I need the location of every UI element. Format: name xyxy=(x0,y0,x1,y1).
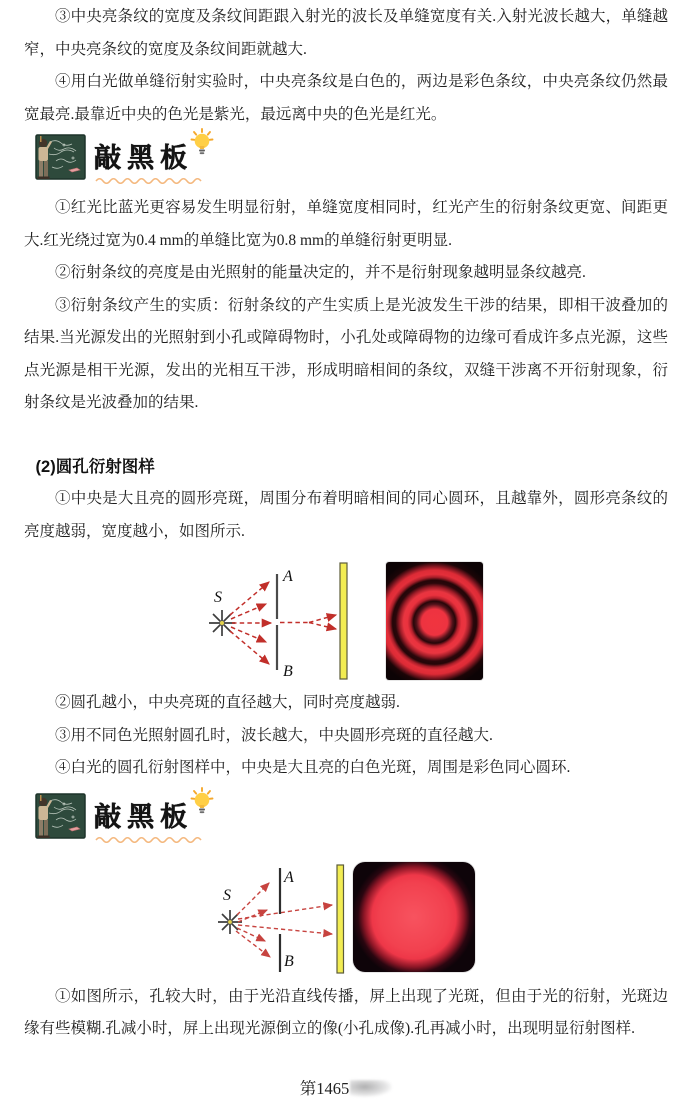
knock-blackboard-badge-2 xyxy=(28,793,668,850)
badge-title-block xyxy=(94,134,219,184)
diffraction-setup-1 xyxy=(209,558,367,684)
badge-title-text: 敲黑板 xyxy=(94,143,193,174)
wavy-underline xyxy=(94,835,204,843)
paragraph-circle-colors: ③用不同色光照射圆孔时，波长越大，中央圆形亮斑的直径越大. xyxy=(55,726,493,744)
badge-title-text: 敲黑板 xyxy=(94,801,193,833)
teacher-blackboard-icon xyxy=(28,134,86,186)
paragraph-circle-smaller: ②圆孔越小，中央亮斑的直径越大，同时亮度越弱. xyxy=(55,694,400,711)
slit-bottom-label: B xyxy=(283,952,294,970)
lightbulb-icon xyxy=(189,128,215,158)
paragraph-hole-size: ①如图所示，孔较大时，由于光沿直线传播，屏上出现了光斑，但由于光的衍射，光斑边缘有些模糊.孔减小时，屏上出现光源倒立的像(小孔成像).孔再减小时，出现明显衍射图样. xyxy=(24,987,668,1037)
paragraph-circle-white: ④白光的圆孔衍射图样中，中央是大且亮的白色光斑，周围是彩色同心圆环. xyxy=(55,759,571,776)
diagram-small-hole-diffraction xyxy=(24,555,668,687)
screen-strip xyxy=(340,563,347,679)
source-label: S xyxy=(222,886,231,904)
lightbulb-icon xyxy=(189,787,215,817)
source-label: S xyxy=(214,589,222,606)
page-number: 第1465 xyxy=(299,1079,350,1098)
ring-diffraction-photo xyxy=(386,562,483,680)
section-heading-circular-diffraction: (2)圆孔衍射图样 xyxy=(35,457,155,476)
badge-title-block xyxy=(94,793,219,843)
paragraph-note-red-blue: ①红光比蓝光更容易发生明显衍射，单缝宽度相同时，红光产生的衍射条纹更宽、间距更大.红光绕过宽为0.4 mm的单缝比宽为0.8 mm的单缝衍射更明显. xyxy=(24,199,668,249)
slit-top-label: A xyxy=(283,868,294,886)
screen-strip xyxy=(337,865,344,973)
paragraph-white-light: ④用白光做单缝衍射实验时，中央亮条纹是白色的，两边是彩色条纹，中央亮条纹仍然最宽最亮.最靠近中央的色光是紫光，最远离中央的色光是红光。 xyxy=(24,73,668,123)
slit-bottom-label: B xyxy=(283,663,293,680)
slit-top-label: A xyxy=(283,568,293,585)
footer-smudge xyxy=(350,1080,392,1097)
paragraph-circle-center: ①中央是大且亮的圆形亮斑，周围分布着明暗相间的同心圆环，且越靠外，圆形亮条纹的亮度越弱，宽度越小，如图所示. xyxy=(24,490,668,540)
paragraph-stripe-width: ③中央亮条纹的宽度及条纹间距跟入射光的波长及单缝宽度有关.入射光波长越大，单缝越窄，中央亮条纹的宽度及条纹间距就越大. xyxy=(24,8,668,58)
teacher-blackboard-icon xyxy=(28,793,86,845)
diagram-large-hole-spot xyxy=(24,853,668,981)
paragraph-note-essence: ③衍射条纹产生的实质：衍射条纹的产生实质上是光波发生干涉的结果，即相干波叠加的结果.当光源发出的光照射到小孔或障碍物时，小孔处或障碍物的边缘可看成许多点光源，这些点光源是相干光源，发出的光相互干涉，形成明暗相间的条纹，双缝干涉离不开衍射现象，衍射条纹是光波叠加的结果. xyxy=(24,296,668,411)
diffraction-setup-2 xyxy=(218,856,346,978)
paragraph-note-brightness: ②衍射条纹的亮度是由光照射的能量决定的，并不是衍射现象越明显条纹越亮. xyxy=(55,264,586,281)
page-footer xyxy=(0,1075,692,1099)
knock-blackboard-badge xyxy=(28,134,668,191)
bright-spot-photo xyxy=(353,862,475,972)
wavy-underline xyxy=(94,176,204,184)
